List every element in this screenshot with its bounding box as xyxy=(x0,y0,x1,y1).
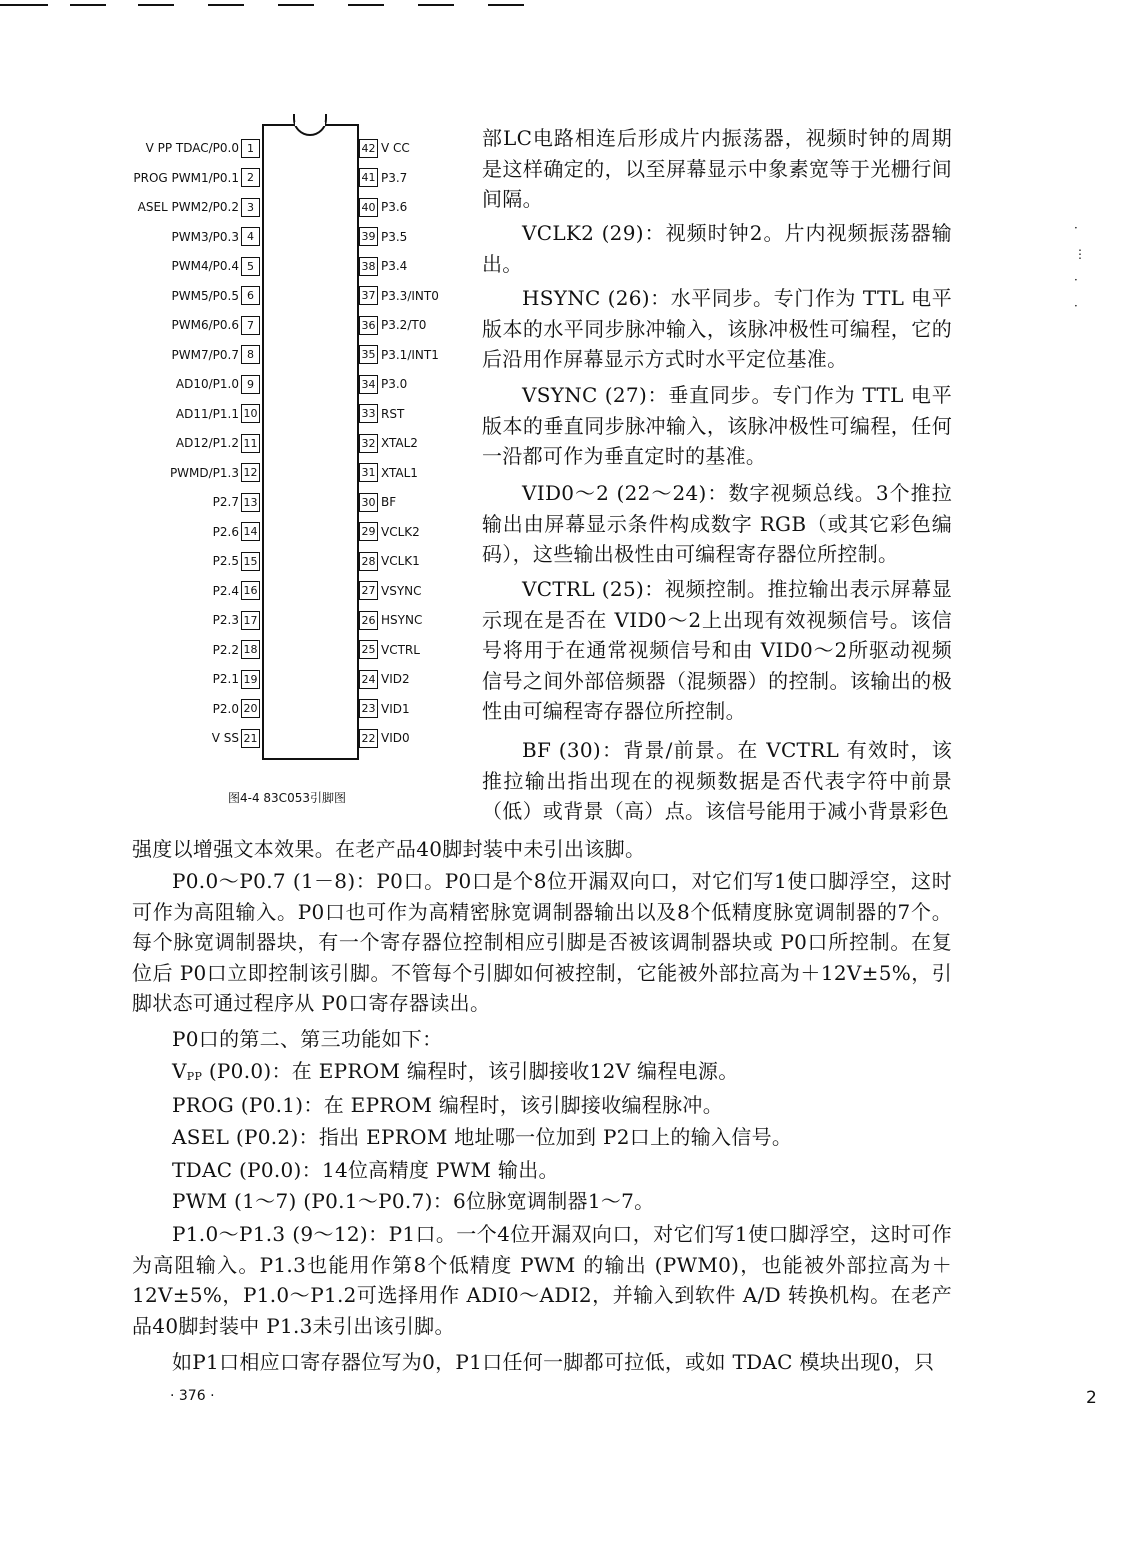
pin-number: 3 xyxy=(241,198,260,217)
paragraph-vsync: VSYNC (27)：垂直同步。专门作为 TTL 电平版本的垂直同步脉冲输入，该脉冲极性可编程，任何一沿都可作为垂直定时的基准。 xyxy=(482,383,952,469)
pin-label: P2.5 xyxy=(212,554,239,568)
pin-number: 38 xyxy=(359,257,378,276)
pin-label: P2.0 xyxy=(212,701,239,716)
pin-18 xyxy=(213,640,260,660)
pin-number: 33 xyxy=(359,404,378,423)
pin-label: PWM6/P0.6 xyxy=(171,318,239,332)
pin-label: P2.4 xyxy=(212,583,239,598)
pin-number: 13 xyxy=(241,493,260,512)
pin-16 xyxy=(213,581,260,601)
pin-23 xyxy=(359,699,410,719)
ic-package-outline xyxy=(262,124,359,760)
pin-12 xyxy=(170,463,260,483)
pin-label: AD12/P1.2 xyxy=(175,436,239,450)
pin-number: 6 xyxy=(241,286,260,305)
pin-32 xyxy=(359,433,418,453)
pin-29 xyxy=(359,522,420,542)
pin-number: 36 xyxy=(359,316,378,335)
pin-21 xyxy=(212,728,260,748)
pin-label: P3.5 xyxy=(381,229,408,244)
pin-14 xyxy=(213,522,260,542)
pin-number: 10 xyxy=(241,404,260,423)
figure-caption: 图4-4 83C053引脚图 xyxy=(228,791,346,805)
scan-artifact xyxy=(208,4,244,6)
pin-number: 35 xyxy=(359,345,378,364)
pin-number: 24 xyxy=(359,670,378,689)
pin-label: P2.6 xyxy=(212,524,239,539)
paragraph-bf-continuation: 强度以增强文本效果。在老产品40脚封装中未引出该脚。 xyxy=(132,837,646,861)
pin-label: P2.2 xyxy=(212,642,239,657)
pin-3 xyxy=(138,197,260,217)
pin-number: 22 xyxy=(359,729,378,748)
scan-artifact xyxy=(348,4,384,6)
pin-31 xyxy=(359,463,418,483)
page-number: · 376 · xyxy=(170,1388,215,1404)
pin-label: ASEL PWM2/P0.2 xyxy=(137,200,239,214)
pin-number: 18 xyxy=(241,640,260,659)
paragraph-vclk2: VCLK2 (29)：视频时钟2。片内视频振荡器输出。 xyxy=(482,221,952,276)
pin-11 xyxy=(176,433,260,453)
pin-label: P2.7 xyxy=(212,495,239,509)
pin-label: PWM3/P0.3 xyxy=(171,229,239,244)
scan-artifact xyxy=(278,4,314,6)
pin-13 xyxy=(213,492,260,512)
pin-15 xyxy=(213,551,260,571)
pin-40 xyxy=(359,197,407,217)
pin-number: 23 xyxy=(359,699,378,718)
paragraph-p0: P0.0～P0.7 (1－8)：P0口。P0口是个8位开漏双向口，对它们写1使口脚浮空，这时可作为高阻输入。P0口也可作为高精密脉宽调制器输出以及8个低精度脉宽调制器的7个。每个脉宽调制器块，有一个寄存器位控制相应引脚是否被该调制器块或 P0口所控制。在复位后 P0口立即控制该引脚。不管每个引脚如何被控制，它能被外部拉高为＋12V±5%，引脚状态可通过程序从 P0口寄存器读出。 xyxy=(132,869,952,1016)
pin-label: P3.2/T0 xyxy=(381,318,427,332)
paragraph-p0-functions-title: P0口的第二、第三功能如下： xyxy=(172,1027,443,1051)
pin-28 xyxy=(359,551,420,571)
pin-5 xyxy=(172,256,260,276)
pin-number: 2 xyxy=(241,168,260,187)
pin-label: PWM4/P0.4 xyxy=(171,259,239,273)
pin-label: VCTRL xyxy=(381,642,420,657)
pin-label: P2.1 xyxy=(212,672,239,686)
pin-number: 16 xyxy=(241,581,260,600)
paragraph-prog: PROG (P0.1)：在 EPROM 编程时，该引脚接收编程脉冲。 xyxy=(172,1093,724,1117)
pin-number: 5 xyxy=(241,257,260,276)
pin-label: P3.6 xyxy=(381,200,408,214)
paragraph-p1: P1.0～P1.3 (9～12)：P1口。一个4位开漏双向口，对它们写1使口脚浮空，这时可作为高阻输入。P1.3也能用作第8个低精度 PWM 的输出 (PWM0)，也能被外部拉高为＋12V±5%，P1.0～P1.2可选择用作 ADI0～ADI2，并输入到软件 A/D 转换机构。在老产品40脚封装中 P1.3未引出该引脚。 xyxy=(132,1222,952,1338)
pin-number: 25 xyxy=(359,640,378,659)
pin-label: VCLK1 xyxy=(381,554,420,568)
pin-33 xyxy=(359,404,404,424)
paragraph-tdac: TDAC (P0.0)：14位高精度 PWM 输出。 xyxy=(172,1158,559,1182)
pin-39 xyxy=(359,227,407,247)
pin-number: 30 xyxy=(359,493,378,512)
pin-label: PWM5/P0.5 xyxy=(171,288,239,303)
pin-label: P2.3 xyxy=(212,613,239,627)
pin-label: AD11/P1.1 xyxy=(175,406,239,421)
paragraph-vpp: VPP (P0.0)：在 EPROM 编程时，该引脚接收12V 编程电源。 xyxy=(172,1059,739,1083)
pin-25 xyxy=(359,640,420,660)
paragraph-last: 如P1口相应口寄存器位写为0，P1口任何一脚都可拉低，或如 TDAC 模块出现0，只 xyxy=(172,1350,935,1374)
margin-number: 2 xyxy=(1086,1388,1097,1408)
pin-number: 17 xyxy=(241,611,260,630)
pin-label: VID1 xyxy=(381,701,410,716)
pin-number: 1 xyxy=(241,139,260,158)
pin-26 xyxy=(359,610,422,630)
paragraph-vctrl: VCTRL (25)：视频控制。推拉输出表示屏幕显示现在是否在 VID0～2上出现有效视频信号。该信号将用于在通常视频信号和由 VID0～2所驱动视频信号之间外部倍频器（混频器）的控制。该输出的极性由可编程寄存器位所控制。 xyxy=(482,577,952,724)
pin-number: 29 xyxy=(359,522,378,541)
pin-2 xyxy=(133,168,260,188)
pin-1 xyxy=(146,138,260,158)
scan-artifact xyxy=(138,4,174,6)
pin-number: 32 xyxy=(359,434,378,453)
scan-artifact xyxy=(418,4,454,6)
pin-number: 7 xyxy=(241,316,260,335)
pin-7 xyxy=(172,315,260,335)
pin-number: 40 xyxy=(359,198,378,217)
pin-number: 31 xyxy=(359,463,378,482)
pin-9 xyxy=(176,374,260,394)
pin-label: V SS xyxy=(211,731,239,745)
scan-artifact xyxy=(488,4,524,6)
pin-20 xyxy=(213,699,260,719)
pin-37 xyxy=(359,286,439,306)
pin-label: VID2 xyxy=(381,672,410,686)
pin-number: 42 xyxy=(359,139,378,158)
pin-30 xyxy=(359,492,396,512)
pin-27 xyxy=(359,581,422,601)
scan-artifact xyxy=(0,4,48,6)
pin-label: PWMD/P1.3 xyxy=(169,465,239,480)
pin-number: 26 xyxy=(359,611,378,630)
paragraph-osc-continuation: 部LC电路相连后形成片内振荡器，视频时钟的周期是这样确定的，以至屏幕显示中象素宽等于光栅行间间隔。 xyxy=(482,126,952,212)
pin-label: P3.3/INT0 xyxy=(381,288,439,303)
paragraph-vid: VID0～2 (22～24)：数字视频总线。3个推拉输出由屏幕显示条件构成数字 RGB（或其它彩色编码），这些输出极性由可编程寄存器位所控制。 xyxy=(482,481,952,567)
pin-number: 4 xyxy=(241,227,260,246)
pin-label: V CC xyxy=(381,141,410,155)
pin-number: 20 xyxy=(241,699,260,718)
pin-number: 14 xyxy=(241,522,260,541)
pin-label: VSYNC xyxy=(381,583,422,598)
pin-36 xyxy=(359,315,426,335)
pin-number: 39 xyxy=(359,227,378,246)
pin-label: XTAL1 xyxy=(381,465,418,480)
pin-number: 27 xyxy=(359,581,378,600)
pin-19 xyxy=(213,669,260,689)
pin-38 xyxy=(359,256,407,276)
margin-dots: · ⋮ · · xyxy=(1074,221,1086,313)
pin-number: 15 xyxy=(241,552,260,571)
pin-17 xyxy=(213,610,260,630)
pin-label: PWM7/P0.7 xyxy=(171,347,239,362)
pin-6 xyxy=(172,286,260,306)
pin-label: P3.4 xyxy=(381,259,408,273)
pin-number: 21 xyxy=(241,729,260,748)
pin-label: BF xyxy=(381,495,397,509)
pin-label: P3.7 xyxy=(381,170,408,185)
pin-number: 8 xyxy=(241,345,260,364)
pin-label: RST xyxy=(381,406,405,421)
pin-label: AD10/P1.0 xyxy=(175,377,239,391)
pin-10 xyxy=(176,404,260,424)
pin-label: XTAL2 xyxy=(381,436,418,450)
pin-label: V PP TDAC/P0.0 xyxy=(145,141,239,155)
pin-4 xyxy=(172,227,260,247)
pin-number: 11 xyxy=(241,434,260,453)
pin-42 xyxy=(359,138,410,158)
paragraph-pwm: PWM (1～7) (P0.1～P0.7)：6位脉宽调制器1～7。 xyxy=(172,1189,655,1213)
paragraph-bf: BF (30)：背景/前景。在 VCTRL 有效时，该推拉输出指出现在的视频数据是否代表字符中前景（低）或背景（高）点。该信号能用于减小背景彩色 xyxy=(482,738,952,824)
pin-label: HSYNC xyxy=(381,613,423,627)
pin-label: P3.1/INT1 xyxy=(381,347,439,362)
paragraph-hsync: HSYNC (26)：水平同步。专门作为 TTL 电平版本的水平同步脉冲输入，该脉冲极性可编程，它的后沿用作屏幕显示方式时水平定位基准。 xyxy=(482,286,952,372)
pin-label: PROG PWM1/P0.1 xyxy=(133,170,239,185)
paragraph-asel: ASEL (P0.2)：指出 EPROM 地址哪一位加到 P2口上的输入信号。 xyxy=(172,1125,793,1149)
pin-label: VID0 xyxy=(381,731,410,745)
pin-number: 9 xyxy=(241,375,260,394)
pin-number: 34 xyxy=(359,375,378,394)
pin-24 xyxy=(359,669,410,689)
scan-artifact xyxy=(70,4,106,6)
pin-label: P3.0 xyxy=(381,377,408,391)
pin-number: 37 xyxy=(359,286,378,305)
pin-34 xyxy=(359,374,407,394)
pin-number: 12 xyxy=(241,463,260,482)
pin-number: 28 xyxy=(359,552,378,571)
pin-number: 41 xyxy=(359,168,378,187)
pin-number: 19 xyxy=(241,670,260,689)
pin-8 xyxy=(172,345,260,365)
pin-label: VCLK2 xyxy=(381,524,420,539)
pin-22 xyxy=(359,728,410,748)
pin-35 xyxy=(359,345,439,365)
pin-41 xyxy=(359,168,407,188)
